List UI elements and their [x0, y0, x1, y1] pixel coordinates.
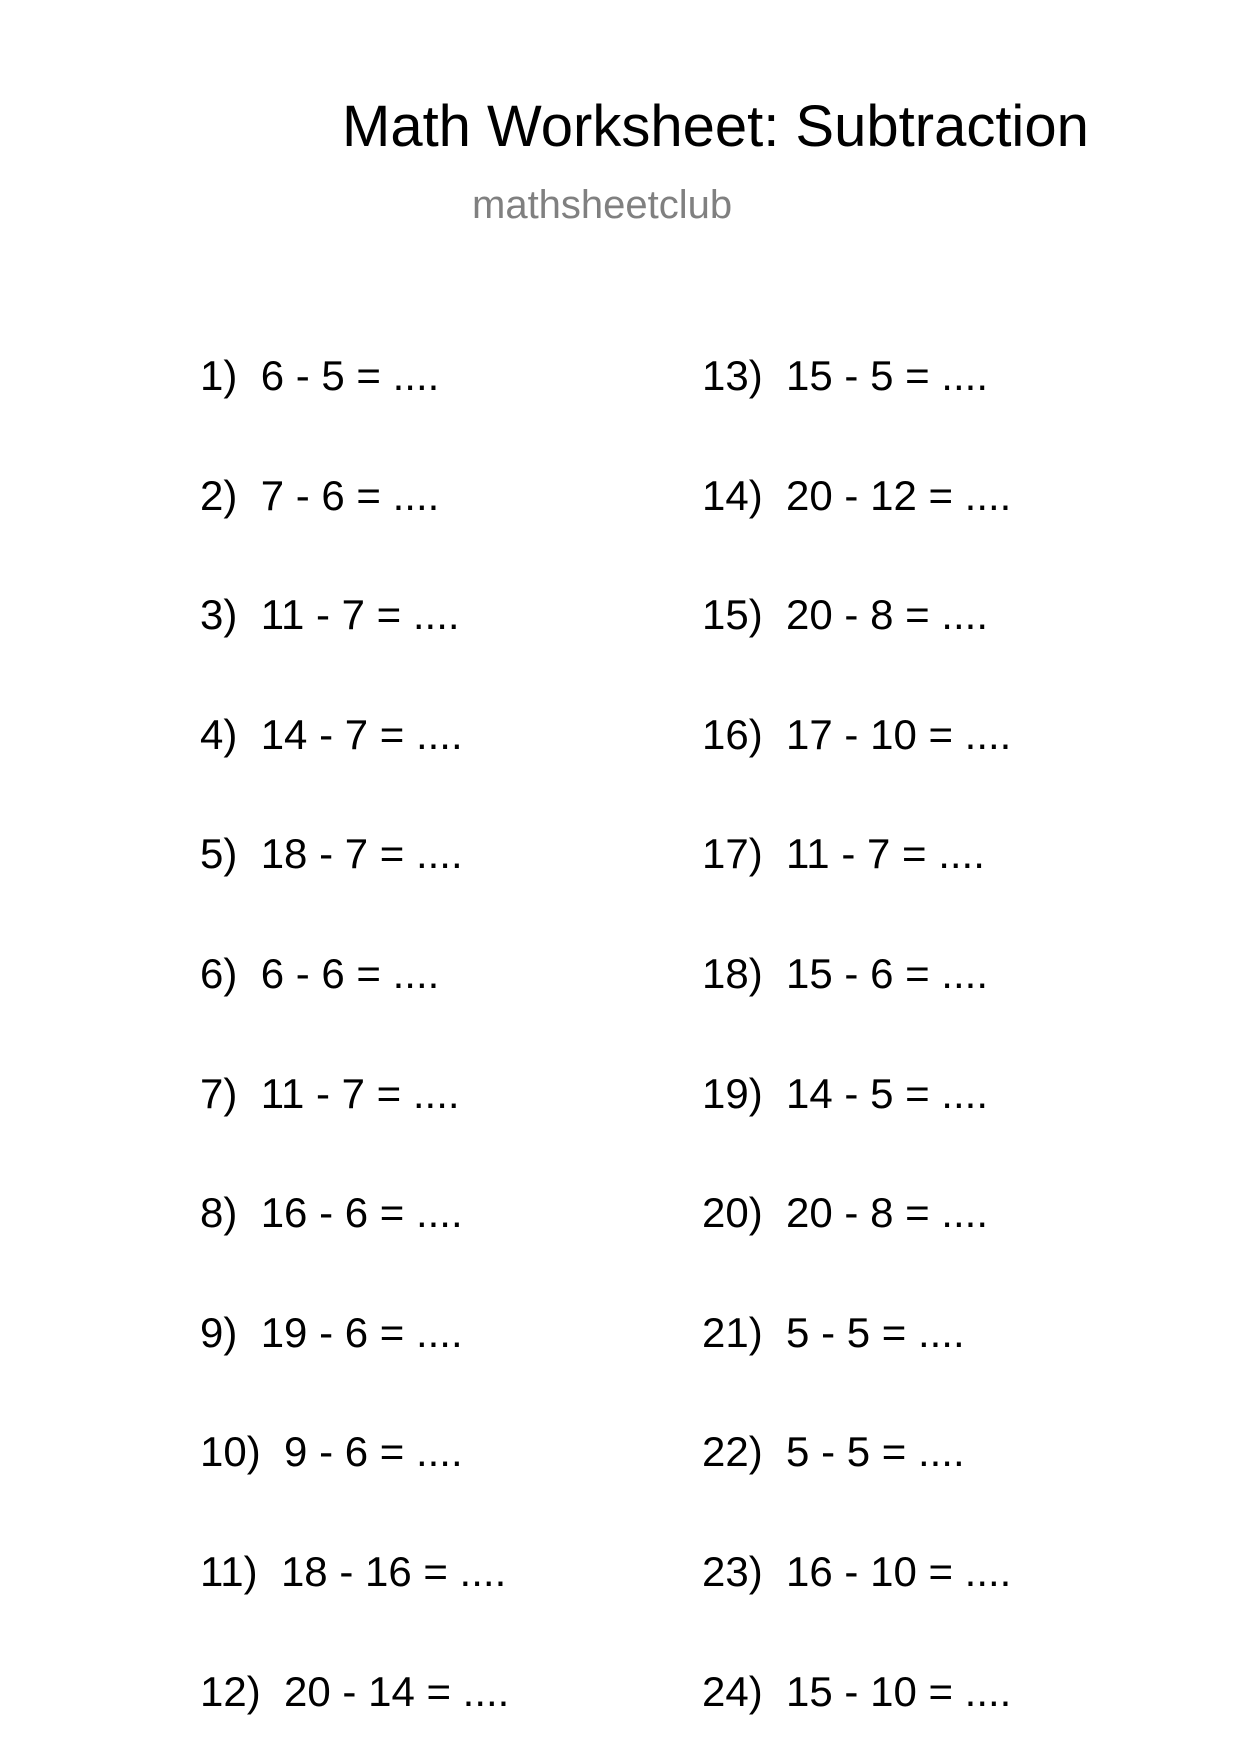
problem-expression: 6 - 5 = ....: [260, 352, 440, 399]
problem-expression: 5 - 5 = ....: [786, 1309, 965, 1356]
problem-expression: 20 - 14 = ....: [284, 1668, 510, 1715]
problem-expression: 6 - 6 = ....: [260, 950, 440, 997]
problem-number: 13): [702, 352, 763, 399]
problem-number: 7): [200, 1070, 238, 1117]
problem-expression: 15 - 6 = ....: [786, 950, 988, 997]
problem-expression: 11 - 7 = ....: [786, 830, 985, 877]
problem-expression: 16 - 6 = ....: [260, 1189, 463, 1236]
problem-number: 21): [702, 1309, 763, 1356]
page-subtitle: mathsheetclub: [472, 183, 733, 227]
problem-expression: 20 - 8 = ....: [786, 1189, 988, 1236]
problem-number: 23): [702, 1548, 763, 1595]
problem-number: 1): [200, 352, 238, 399]
problem-number: 12): [200, 1668, 261, 1715]
problem-expression: 17 - 10 = ....: [786, 711, 1012, 758]
problem-item: [200, 711, 463, 758]
problem-item: [200, 1548, 507, 1595]
problem-number: 22): [702, 1428, 763, 1475]
problem-expression: 20 - 8 = ....: [786, 591, 988, 638]
problem-expression: 16 - 10 = ....: [786, 1548, 1012, 1595]
problem-item: [702, 1428, 965, 1475]
problem-expression: 14 - 7 = ....: [260, 711, 463, 758]
problem-item: [702, 1668, 1012, 1715]
problem-number: 6): [200, 950, 238, 997]
problem-expression: 5 - 5 = ....: [786, 1428, 965, 1475]
problem-number: 9): [200, 1309, 238, 1356]
problem-item: [200, 591, 460, 638]
problem-number: 17): [702, 830, 763, 877]
problem-number: 8): [200, 1189, 238, 1236]
problem-item: [200, 472, 440, 519]
problem-item: [200, 1428, 463, 1475]
problem-expression: 18 - 7 = ....: [260, 830, 463, 877]
problem-item: [702, 1548, 1012, 1595]
problem-number: 2): [200, 472, 238, 519]
problem-item: [200, 830, 463, 877]
problem-item: [200, 1309, 463, 1356]
problem-number: 4): [200, 711, 238, 758]
problem-item: [702, 950, 988, 997]
problem-expression: 9 - 6 = ....: [284, 1428, 463, 1475]
problem-item: [702, 1070, 988, 1117]
problem-expression: 14 - 5 = ....: [786, 1070, 988, 1117]
problem-expression: 11 - 7 = ....: [260, 591, 460, 638]
problem-item: [702, 711, 1012, 758]
problem-item: [200, 352, 440, 399]
problem-item: [702, 352, 988, 399]
problem-expression: 19 - 6 = ....: [260, 1309, 463, 1356]
problem-number: 10): [200, 1428, 261, 1475]
page-title: Math Worksheet: Subtraction: [342, 94, 1089, 159]
problem-item: [200, 1668, 510, 1715]
problem-item: [200, 950, 440, 997]
problem-number: 3): [200, 591, 238, 638]
problem-item: [702, 1189, 988, 1236]
problem-expression: 15 - 5 = ....: [786, 352, 988, 399]
problem-number: 11): [200, 1548, 258, 1595]
problem-item: [702, 591, 988, 638]
problem-number: 16): [702, 711, 763, 758]
problem-number: 24): [702, 1668, 763, 1715]
problem-number: 19): [702, 1070, 763, 1117]
problem-item: [702, 472, 1012, 519]
problem-expression: 11 - 7 = ....: [260, 1070, 460, 1117]
problem-number: 18): [702, 950, 763, 997]
problem-number: 20): [702, 1189, 763, 1236]
problem-item: [702, 830, 985, 877]
problem-expression: 7 - 6 = ....: [260, 472, 440, 519]
problem-expression: 20 - 12 = ....: [786, 472, 1012, 519]
problem-item: [200, 1189, 463, 1236]
problem-item: [200, 1070, 460, 1117]
problem-number: 5): [200, 830, 238, 877]
problem-expression: 15 - 10 = ....: [786, 1668, 1012, 1715]
problem-expression: 18 - 16 = ....: [280, 1548, 507, 1595]
problem-number: 15): [702, 591, 763, 638]
problem-number: 14): [702, 472, 763, 519]
problem-item: [702, 1309, 965, 1356]
